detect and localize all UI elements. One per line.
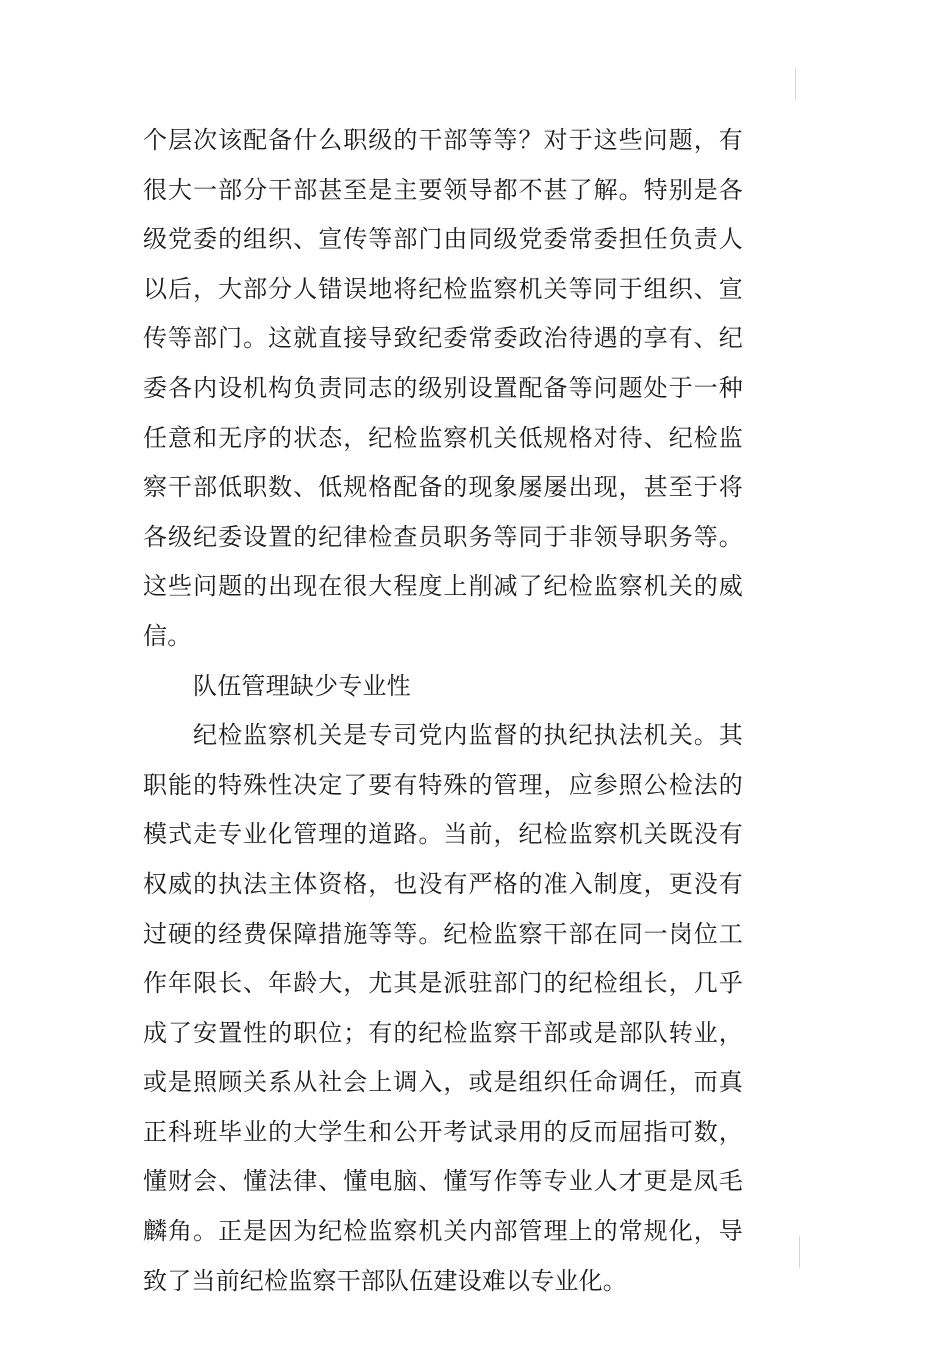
paragraph-continuation: 个层次该配备什么职级的干部等等？对于这些问题，有很大一部分干部甚至是主要领导都不甚了解。特别是各级党委的组织、宣传等部门由同级党委常委担任负责人以后，大部分人错误地将纪检监察机关等同于组织、宣传等部门。这就直接导致纪委常委政治待遇的享有、纪委各内设机构负责同志的级别设置配备等问题处于一种任意和无序的状态，纪检监察机关低规格对待、纪检监察干部低职数、低规格配备的现象屡屡出现，甚至于将各级纪委设置的纪律检查员职务等同于非领导职务等。这些问题的出现在很大程度上削减了纪检监察机关的威信。: [143, 126, 743, 650]
document-body: [143, 116, 743, 1306]
page-corner-mark-bottom-right: [799, 1236, 800, 1268]
page-corner-mark-top-right: [795, 68, 796, 100]
paragraph-body: 纪检监察机关是专司党内监督的执纪执法机关。其职能的特殊性决定了要有特殊的管理，应参照公检法的模式走专业化管理的道路。当前，纪检监察机关既没有权威的执法主体资格，也没有严格的准入制度，更没有过硬的经费保障措施等等。纪检监察干部在同一岗位工作年限长、年龄大，尤其是派驻部门的纪检组长，几乎成了安置性的职位；有的纪检监察干部或是部队转业，或是照顾关系从社会上调入，或是组织任命调任，而真正科班毕业的大学生和公开考试录用的反而屈指可数，懂财会、懂法律、懂电脑、懂写作等专业人才更是凤毛麟角。正是因为纪检监察机关内部管理上的常规化，导致了当前纪检监察干部队伍建设难以专业化。: [143, 721, 743, 1295]
section-heading: 队伍管理缺少专业性: [193, 671, 411, 700]
